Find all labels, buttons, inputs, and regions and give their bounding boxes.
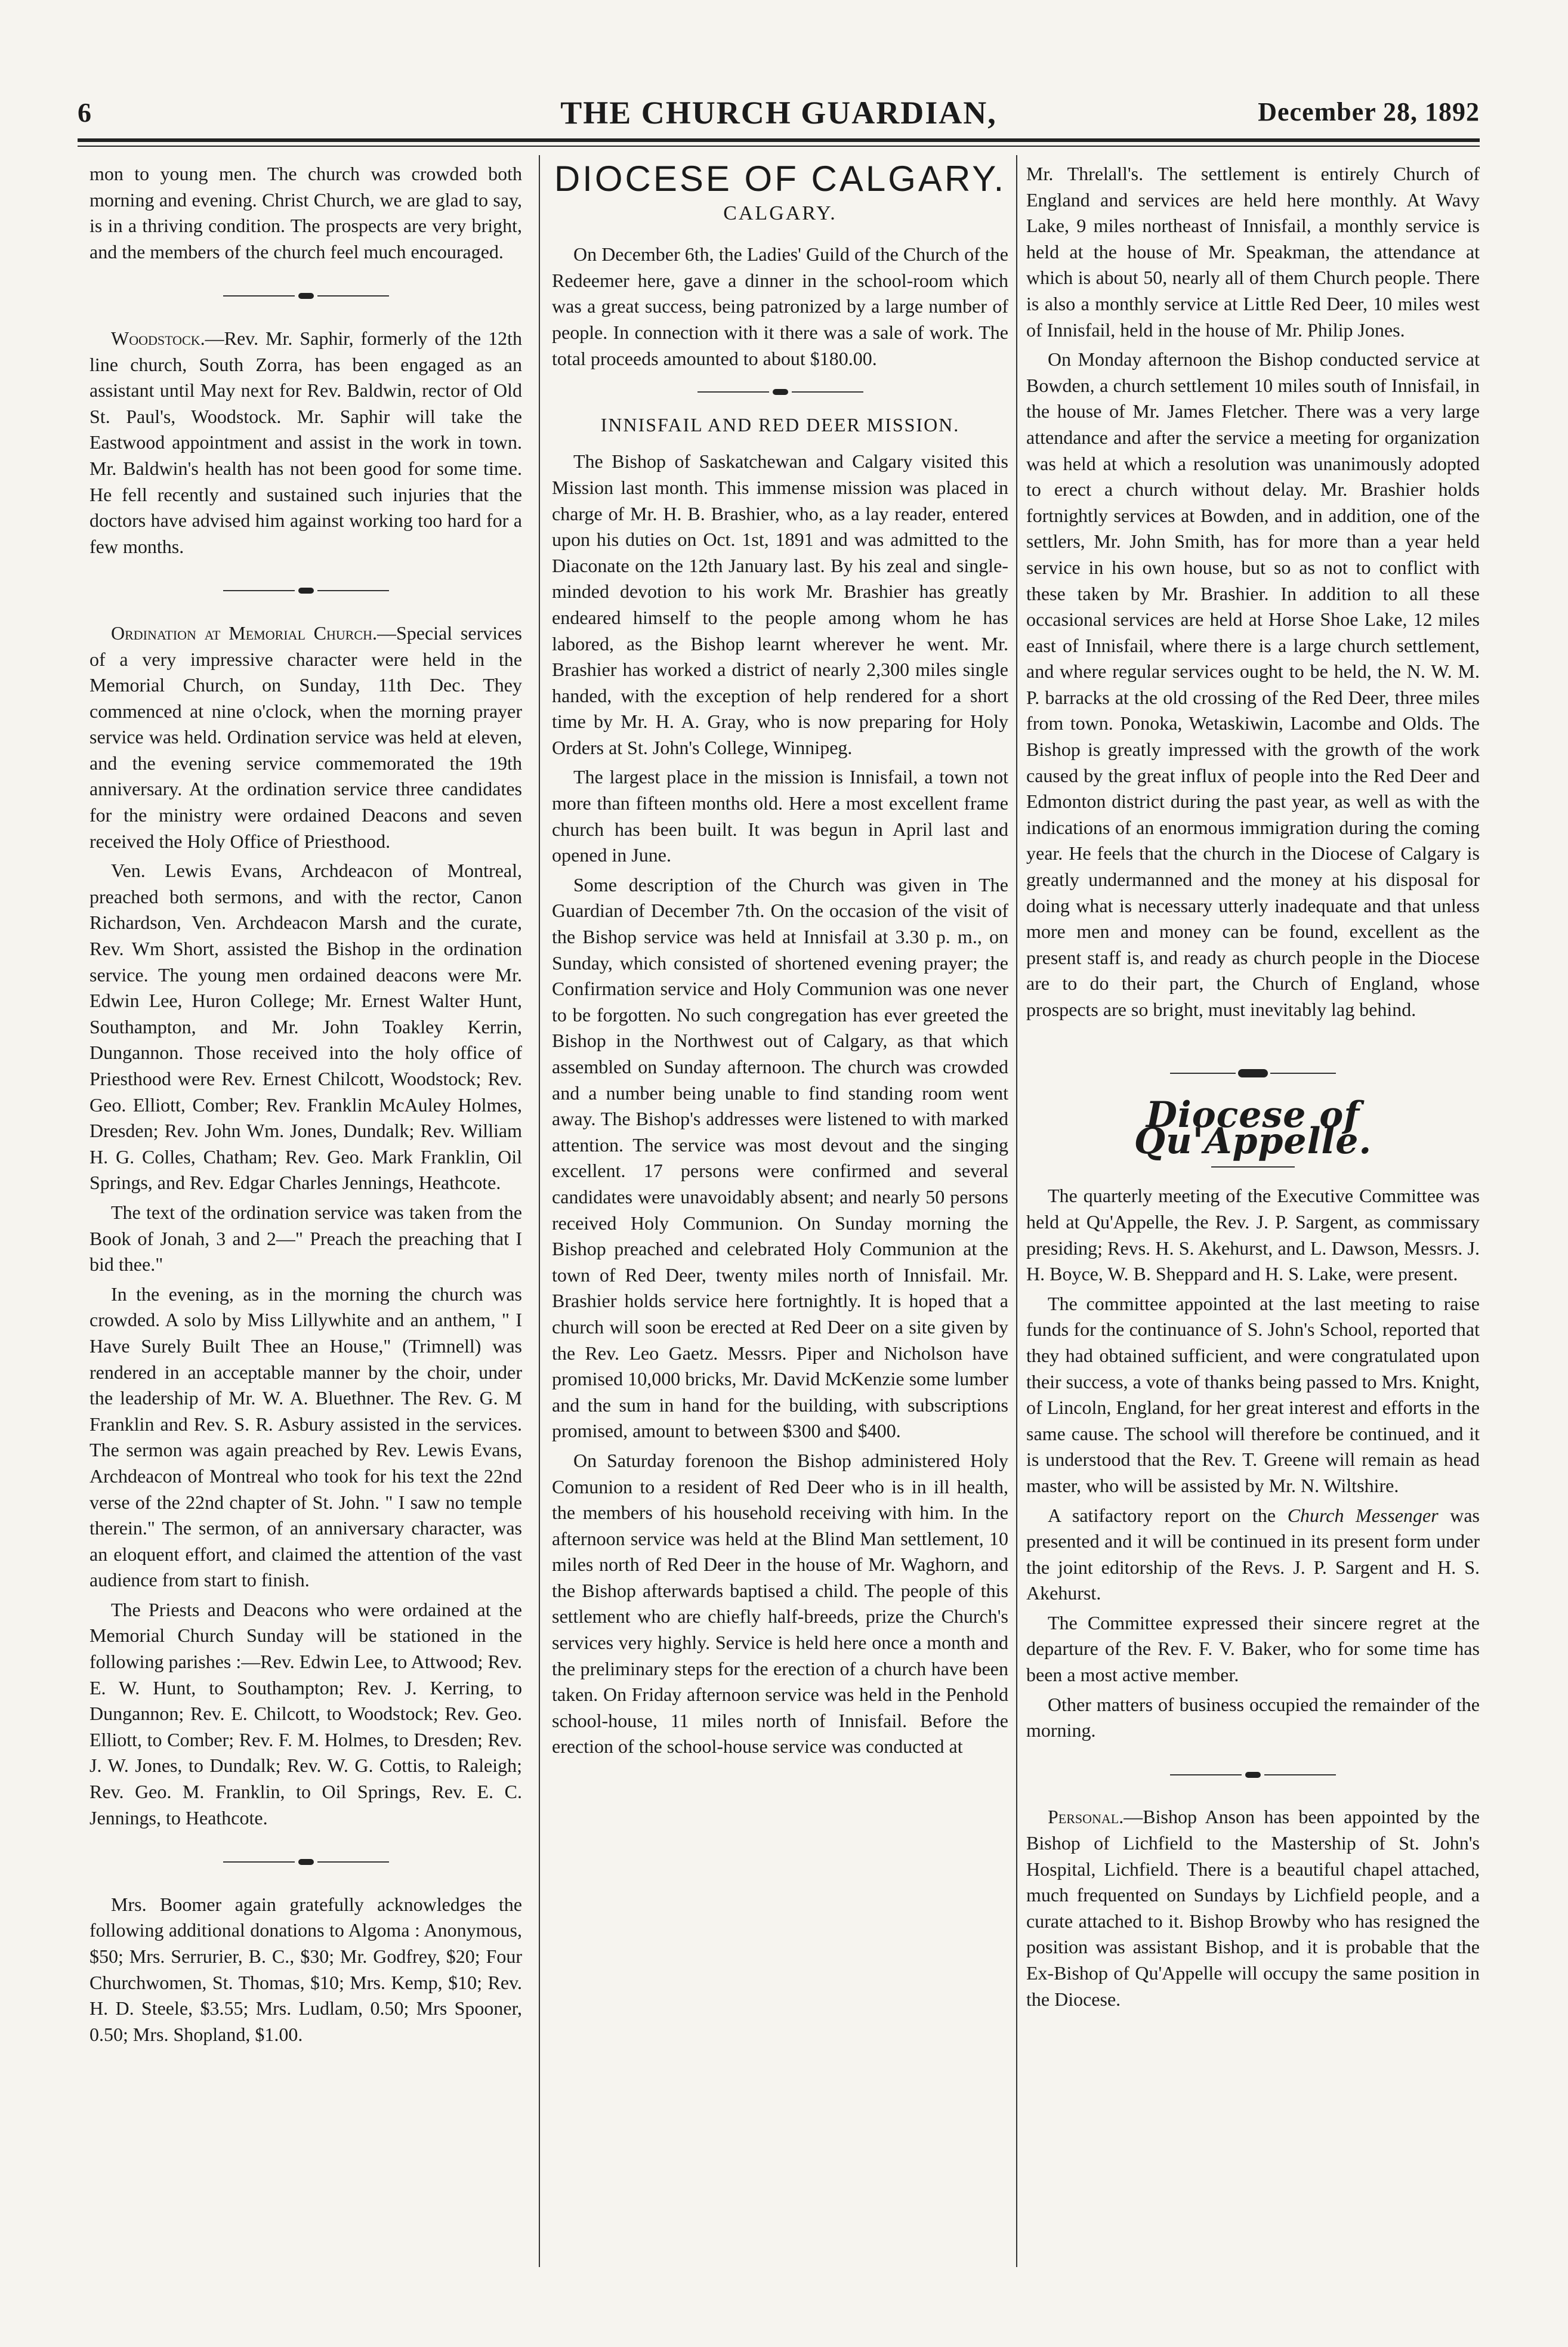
paragraph: Mrs. Boomer again gratefully acknowledges the following additional donations to Algoma : Anonymous, $50; Mrs. Serrurier, B. C., $30; Mr. Godfrey, $20; Four Churchwomen, St. Thomas, $10; Mrs. Kemp, $10; Rev. H. D. Steele, $3.55; Mrs. Ludlam, 0.50; Mrs Spooner, 0.50; Mrs. Shopland, $1.00. — [89, 1893, 522, 2045]
section-subheading: CALGARY. — [723, 202, 837, 224]
paragraph: On Monday afternoon the Bishop conducted service at Bowden, a church settlement 10 miles south of Innisfail, in the house of Mr. James Fletcher. There was a very large attendance and after the service a meeting for organization was held at which a resolution was unanimously adopted to erect a church without delay. Mr. Brashier holds fortnightly services at Bowden, and in addition, one of the settlers, Mr. John Smith, has for more than a year held service in his own house, but so as not to conflict with these taken by Mr. Brashier. In addition to all these occasional services are held at Horse Shoe Lake, 12 miles east of Innisfail, where there is a large church settlement, and where regular services ought to be held, the N. W. M. P. barracks at the old crossing of the Red Deer, three miles from town. Ponoka, Wetaskiwin, Lacombe and Olds. The Bishop is greatly impressed with the growth of the work caused by the great influx of people into the Red Deer and Edmonton district during the past year, as well as with the indications of an enormous immigration during the coming year. He feels that the church in the Diocese of Calgary is greatly undermanned and the money at his disposal for doing what is necessary utterly inadequate and that unless more men and money can be found, excellent as the present staff is, and ready as church people in the Diocese are to do their part, the Church of England, whose prospects are so bright, must inevitably lag behind. — [1026, 348, 1480, 1020]
separator — [89, 282, 522, 308]
paragraph: Mr. Threlall's. The settlement is entirely Church of England and services are held here monthly. At Wavy Lake, 9 miles northeast of Innisfail, a monthly service is held at the house of Mr. Speakman, the attendance at which is about 50, nearly all of them Church people. There is also a monthly service at Little Red Deer, 10 miles west of Innisfail, held in the house of Mr. Philip Jones. — [1026, 163, 1480, 341]
paragraph-report — [1026, 1503, 1480, 1607]
lead-in: Ordination at Memorial Church. — [111, 622, 377, 644]
column-2 — [552, 161, 1008, 1764]
paragraph: The largest place in the mission is Innisfail, a town not more than fifteen months old. Here a most excellent frame church has been built. It was begun in April last and opened in June. — [552, 766, 1008, 866]
paragraph: mon to young men. The church was crowded both morning and evening. Christ Church, we are glad to say, is in a thriving condition. The prospects are very bright, and the members of the church feel much encouraged. — [89, 163, 522, 263]
issue-date: December 28, 1892 — [1258, 97, 1480, 126]
lead-in: Woodstock. — [111, 327, 205, 349]
column-1 — [89, 161, 522, 2051]
paragraph-text: —Bishop Anson has been appointed by the Bishop of Lichfield to the Mastership of St. John's Hospital, Lichfield. There is a beautiful chapel attached, much frequented on Sundays by Lichfield people, and a curate attached to it. Bishop Browby who has resigned the position was assistant Bishop, and it is probable that the Ex-Bishop of Qu'Appelle will occupy the same position in the Diocese. — [1026, 1806, 1480, 2010]
paragraph: The committee appointed at the last meeting to raise funds for the continuance of S. John's School, reported that they had obtained sufficient, and were congratulated upon their success, a vote of thanks being passed to Mrs. Knight, of Lincoln, England, for her great interest and efforts in the same cause. The school will therefore be continued, and it is understood that the Rev. T. Greene will remain as head master, who will be assisted by Mr. N. Wiltshire. — [1026, 1292, 1480, 1496]
paragraph: The Committee expressed their sincere regret at the departure of the Rev. F. V. Baker, who for some time has been a most active member. — [1026, 1611, 1480, 1686]
column-divider — [539, 155, 540, 2267]
header-rule-thin — [78, 146, 1480, 147]
paragraph: The Priests and Deacons who were ordained at the Memorial Church Sunday will be stationed in the following parishes :—Rev. Edwin Lee, to Attwood; Rev. E. W. Hunt, to Southampton; Rev. J. Kerring, to Dungannon; Rev. E. Chilcott, to Woodstock; Rev. Geo. Elliott, to Comber; Rev. F. M. Holmes, to Dresden; Rev. J. W. Jones, to Dundalk; Rev. W. G. Cottis, to Raleigh; Rev. Geo. M. Franklin, to Oil Springs, Rev. E. C. Jennings, to Heathcote. — [89, 1598, 522, 1829]
paragraph-text: A satifactory report on the — [1048, 1504, 1288, 1526]
paragraph-text: —Special services of a very impressive character were held in the Memorial Church, on Sunday, 11th Dec. They commenced at nine o'clock, when the morning prayer service was held. Ordination service was held at eleven, and the evening service commemorated the 19th anniversary. At the ordination service three candidates for the ministry were ordained Deacons and seven received the Holy Office of Priesthood. — [89, 622, 522, 852]
paragraph-woodstock — [89, 326, 522, 560]
paragraph: On Saturday forenoon the Bishop administered Holy Comunion to a resident of Red Deer who is in ill health, the members of his household receiving with him. In the afternoon service was held at the Blind Man settlement, 10 miles north of Red Deer in the house of Mr. Waghorn, and the Bishop afterwards baptised a child. The people of this settlement who are chiefly half-breeds, prize the Church's services very highly. Service is held here once a month and the preliminary steps for the erection of a church have been taken. On Friday afternoon service was held in the Penhold school-house, 11 miles north of Innisfail. Before the erection of the school-house service was conducted at — [552, 1449, 1008, 1758]
paragraph: On December 6th, the Ladies' Guild of the Church of the Redeemer here, gave a dinner in the school-room which was a great success, being patronized by a large number of people. In connection with it there was a sale of work. The total proceeds amounted to about $180.00. — [552, 243, 1008, 369]
paragraph: Other matters of business occupied the remainder of the morning. — [1026, 1693, 1480, 1741]
paragraph-text: —Rev. Mr. Saphir, formerly of the 12th line church, South Zorra, has been engaged as an assistant until May next for Rev. Baldwin, rector of Old St. Paul's, Woodstock. Mr. Saphir will take the Eastwood appointment and assist in the work in town. Mr. Baldwin's health has not been good for some time. He fell recently and sustained such injuries that the doctors have advised him against working too hard for a few months. — [89, 327, 522, 557]
header-rule — [78, 138, 1480, 142]
separator — [89, 576, 522, 603]
separator — [1026, 1761, 1480, 1787]
separator-ornament — [1026, 1059, 1480, 1085]
paragraph: The text of the ordination service was taken from the Book of Jonah, 3 and 2—" Preach the preaching that I bid thee." — [89, 1201, 522, 1276]
section-subheading: INNISFAIL AND RED DEER MISSION. — [600, 413, 960, 436]
page-header — [78, 89, 1480, 137]
paragraph-personal — [1026, 1804, 1480, 2012]
column-divider — [1016, 155, 1017, 2267]
paragraph: Some description of the Church was given in The Guardian of December 7th. On the occasion of the visit of the Bishop service was held at Innisfail at 3.30 p. m., on Sunday, which consisted of shortened evening prayer; the Confirmation service and Holy Communion was one never to be forgotten. No such congregation has ever greeted the Bishop in the Northwest out of Calgary, as that which assembled on Sunday afternoon. The church was crowded and a number being unable to find standing room went away. The Bishop's addresses were listened to with marked attention. The service was most devout and the singing excellent. 17 persons were confirmed and several candidates were unavoidably absent; and nearly 50 persons received Holy Communion. On Sunday morning the Bishop preached and celebrated Holy Communion at the town of Red Deer, twenty miles north of Innisfail. Mr. Brashier holds service here fortnightly. It is hoped that a church will soon be erected at Red Deer on a site given by the Rev. Leo Gaetz. Messrs. Piper and Nicholson have promised 10,000 bricks, Mr. David McKenzie some lumber and the sum in hand for the building, with subscriptions promised, amount to between $300 and $400. — [552, 873, 1008, 1442]
paragraph: The Bishop of Saskatchewan and Calgary visited this Mission last month. This immense mission was placed in charge of Mr. H. B. Brashier, who, as a lay reader, entered upon his duties on Oct. 1st, 1891 and was admitted to the Diaconate on the 12th January last. By his zeal and single-minded devotion to his work Mr. Brashier has greatly endeared himself to the people among whom he has labored, as the Bishop learnt wherever he went. Mr. Brashier has worked a district of nearly 2,300 miles single handed, with the exception of help rendered for a short time by Mr. H. A. Gray, who is now preparing for Holy Orders at St. John's College, Winnipeg. — [552, 450, 1008, 758]
separator — [89, 1848, 522, 1874]
page-number: 6 — [78, 97, 91, 128]
column-3 — [1026, 161, 1480, 2016]
separator — [552, 378, 1008, 404]
publication-title: Church Messenger — [1287, 1504, 1439, 1526]
paragraph: Ven. Lewis Evans, Archdeacon of Montreal, preached both sermons, and with the rector, Canon Richardson, Ven. Archdeacon Marsh and the curate, Rev. Wm Short, assisted the Bishop in the ordination service. The young men ordained deacons were Mr. Edwin Lee, Huron College; Mr. Ernest Walter Hunt, Southampton, and Mr. John Toakley Kerrin, Dungannon. Those received into the holy office of Priesthood were Rev. Ernest Chilcott, Woodstock; Rev. Geo. Elliott, Comber; Rev. Franklin McAuley Holmes, Dresden; Rev. John Wm. Jones, Dundalk; Rev. William H. G. Colles, Chatham; Rev. Geo. Mark Franklin, Oil Springs, and Rev. Edgar Charles Jennings, Heathcote. — [89, 860, 522, 1194]
heading-rule — [1211, 1166, 1295, 1168]
section-heading: Diocese of Qu'Appelle. — [1134, 1094, 1372, 1162]
lead-in: Personal. — [1048, 1806, 1124, 1828]
masthead-title: THE CHURCH GUARDIAN, — [560, 95, 997, 131]
paragraph: In the evening, as in the morning the church was crowded. A solo by Miss Lillywhite and an anthem, " I Have Surely Built Thee an House," (Trimnell) was rendered in an acceptable manner by the choir, under the leadership of Mr. W. A. Bluethner. The Rev. G. M Franklin and Rev. S. R. Asbury assisted in the services. The sermon was again preached by Rev. Lewis Evans, Archdeacon of Montreal who took for his text the 22nd verse of the 22nd chapter of St. John. " I saw no temple therein." The sermon, of an anniversary character, was an eloquent effort, and claimed the attention of the vast audience from start to finish. — [89, 1283, 522, 1591]
paragraph: The quarterly meeting of the Executive Committee was held at Qu'Appelle, the Rev. J. P. Sargent, as commissary presiding; Revs. H. S. Akehurst, and L. Dawson, Messrs. J. H. Boyce, W. B. Sheppard and H. S. Lake, were present. — [1026, 1185, 1480, 1285]
paragraph-text: was presented and it will be continued in its present form under the joint editorship of the Revs. J. P. Sargent and H. S. Akehurst. — [1026, 1504, 1480, 1604]
section-heading: DIOCESE OF CALGARY. — [554, 159, 1007, 199]
paragraph-ordination — [89, 620, 522, 854]
